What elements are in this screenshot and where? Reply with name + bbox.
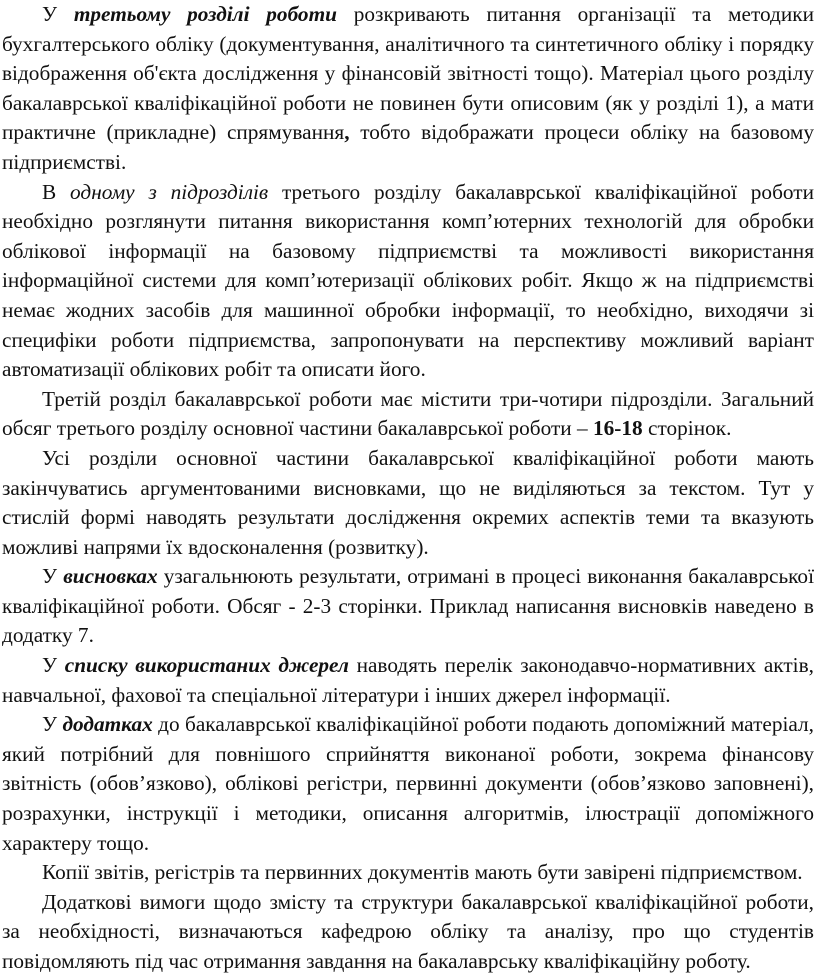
text: третього розділу бакалаврської кваліфікаційної роботи необхідно розглянути питання використання комп’ютерних технологій для обробки облікової інформації на базовому підприємстві та можливості використання інформаційної системи для комп’ютеризації облікових робіт. Якщо ж на підприємстві немає жодних засобів для машинної обробки інформації, то необхідно, виходячи зі специфіки роботи підприємства, запропонувати на перспективу можливий варіант автоматизації облікових робіт та описати його.	[2, 179, 814, 382]
emphasis-text: третьому розділі роботи	[73, 2, 337, 26]
paragraph-sections-conclusions	[2, 444, 814, 562]
text: Додаткові вимоги щодо змісту та структури бакалаврської кваліфікаційної роботи, за необхідності, визначаються кафедрою обліку та аналізу, про що студентів повідомляють під час отримання завдання на бакалаврську кваліфікаційну роботу.	[2, 889, 814, 973]
text: У	[42, 564, 64, 589]
emphasis-text: додатках	[62, 712, 153, 737]
document-page	[2, 0, 814, 977]
text: до бакалаврської кваліфікаційної роботи подають допоміжний матеріал, який потрібний для повнішого сприйняття виконаної роботи, зокрема фінансову звітність (обов’язково), облікові регістри, первинні документи (обов’язково заповнені), розрахунки, інструкції і методики, описання алгоритмів, ілюстрації допоміжного характеру тощо.	[2, 712, 814, 855]
text: наводять перелік законодавчо-нормативних актів, навчальної, фахової та спеціальної літератури і інших джерел інформації.	[2, 653, 814, 707]
text: тобто відображати процеси обліку на базовому підприємстві.	[2, 120, 814, 174]
paragraph-volume	[2, 385, 814, 444]
text: Копії звітів, регістрів та первинних документів мають бути завірені підприємством.	[42, 860, 803, 885]
emphasis-text: списку використаних джерел	[64, 653, 349, 678]
bold-comma: ,	[344, 120, 350, 145]
text: У	[42, 2, 74, 26]
paragraph-copies	[2, 858, 814, 888]
italic-text: одному з підрозділів	[70, 179, 269, 204]
text: У	[42, 653, 65, 678]
text: Третій розділ бакалаврської роботи має містити три-чотири підрозділи. Загальний обсяг третього розділу основної частини бакалаврської роботи –	[2, 386, 814, 441]
paragraph-subsection	[2, 178, 814, 385]
text: сторінок.	[642, 416, 732, 441]
bold-text: 16-18	[593, 416, 643, 441]
text: В	[42, 179, 71, 204]
text: узагальнюють результати, отримані в процесі виконання бакалаврської кваліфікаційної роботи. Обсяг - 2-3 сторінки. Приклад написання висновків наведено в додатку 7.	[2, 564, 814, 648]
paragraph-third-section	[2, 0, 814, 178]
emphasis-text: висновках	[63, 564, 158, 589]
paragraph-appendices	[2, 710, 814, 858]
text: У	[42, 712, 63, 737]
paragraph-additional-requirements	[2, 888, 814, 977]
paragraph-conclusions	[2, 562, 814, 651]
text: розкривають питання організації та методики бухгалтерського обліку (документування, аналітичного та синтетичного обліку і порядку відображення об'єкта дослідження у фінансовій звітності тощо). Матеріал цього розділу бакалаврської кваліфікаційної роботи не повинен бути описовим (як у розділі 1), а мати практичне (прикладне) спрямування	[2, 2, 814, 145]
paragraph-references	[2, 651, 814, 710]
text: Усі розділи основної частини бакалаврської кваліфікаційної роботи мають закінчуватись аргументованими висновками, що не виділяються за текстом. Тут у стислій формі наводять результати дослідження окремих аспектів теми та вказують можливі напрями їх вдосконалення (розвитку).	[2, 445, 814, 559]
